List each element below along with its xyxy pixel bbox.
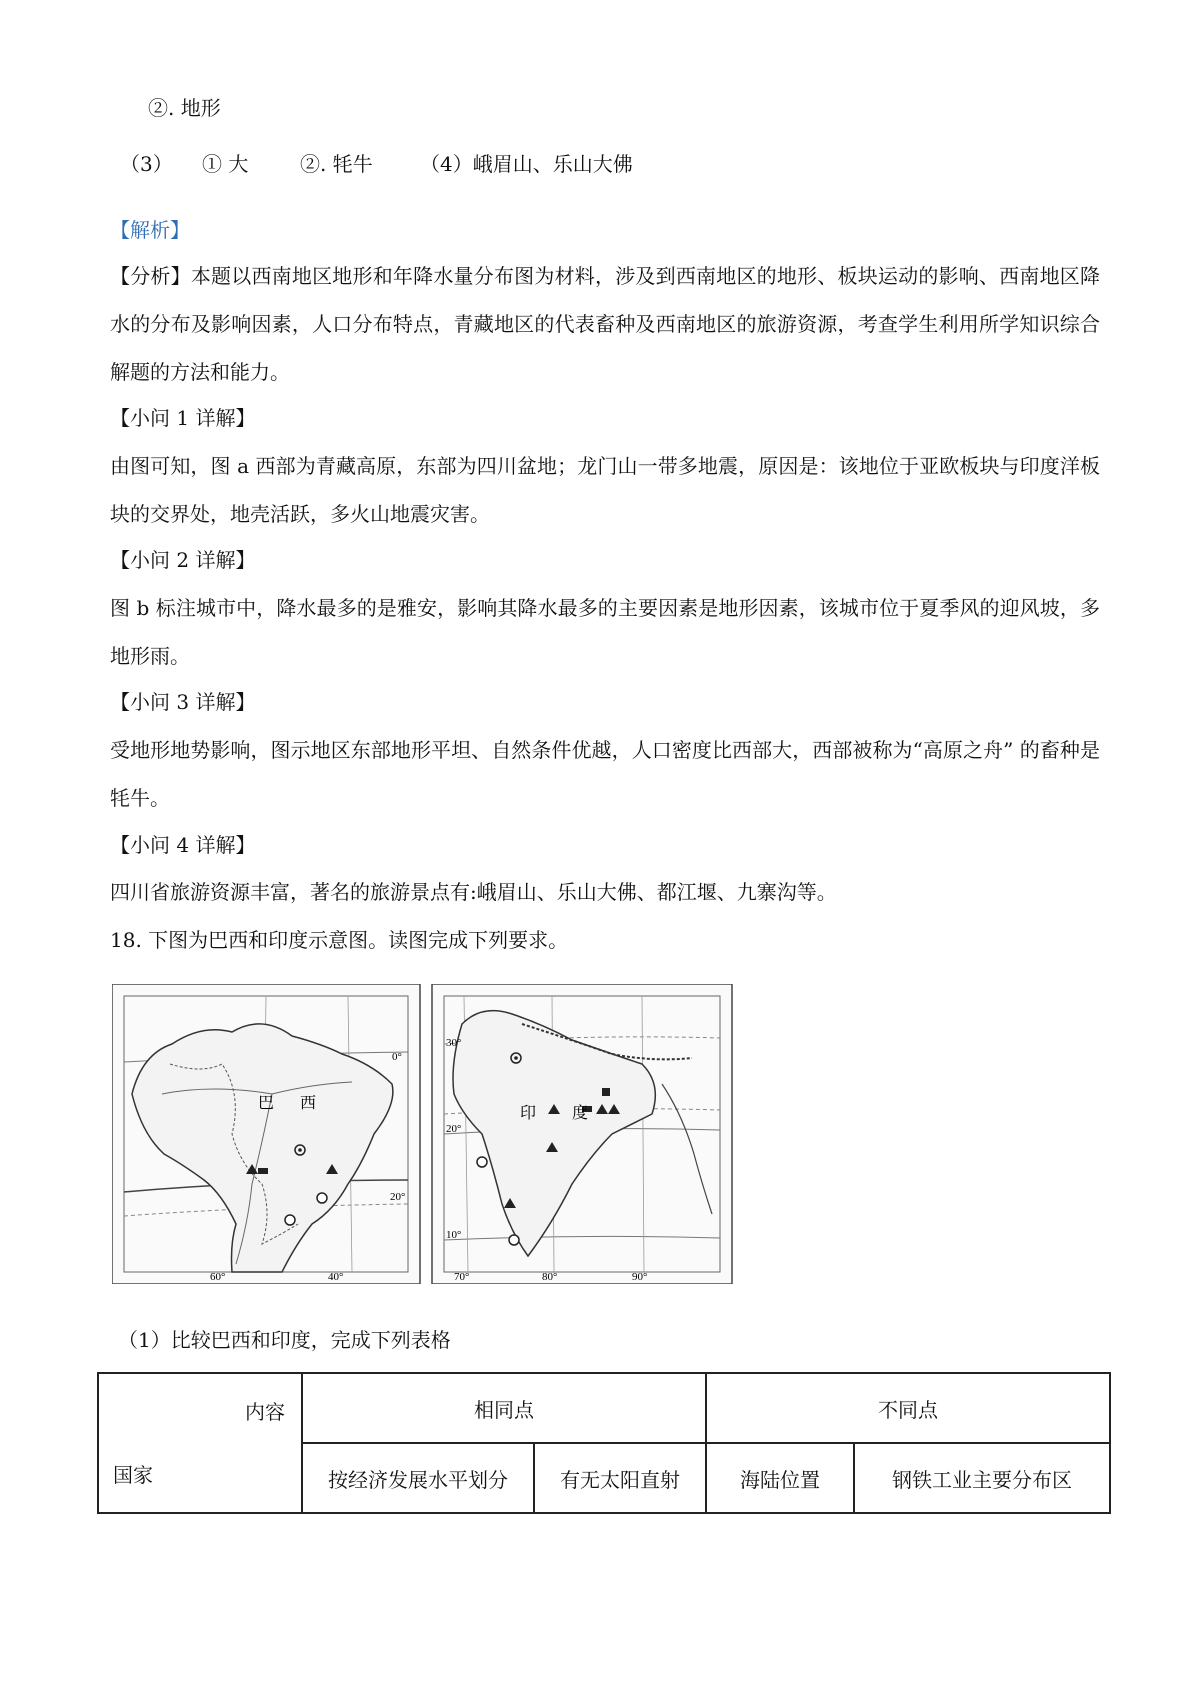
sub-question-1-title: 【小问 1 详解】 (110, 406, 256, 430)
maps-svg (112, 984, 792, 1284)
question-18: 18. 下图为巴西和印度示意图。读图完成下列要求。 (110, 928, 569, 952)
brazil-lon-60: 60° (210, 1271, 226, 1283)
india-lon-90: 90° (632, 1271, 648, 1283)
sub-question-4-title: 【小问 4 详解】 (110, 833, 256, 857)
table-col-sea-land: 海陆位置 (706, 1443, 854, 1513)
analysis-paragraph: 【分析】本题以西南地区地形和年降水量分布图为材料，涉及到西南地区的地形、板块运动的影响、西南地区降水的分布及影响因素，人口分布特点，青藏地区的代表畜种及西南地区的旅游资源，考查学生利用所学知识综合解题的方法和能力。 (110, 264, 1100, 384)
brazil-india-maps (112, 984, 792, 1284)
sub-question-1-text: 由图可知，图 a 西部为青藏高原，东部为四川盆地；龙门山一带多地震，原因是：该地位于亚欧板块与印度洋板块的交界处，地壳活跃，多火山地震灾害。 (110, 454, 1100, 526)
sub-question-4-text: 四川省旅游资源丰富，著名的旅游景点有:峨眉山、乐山大佛、都江堰、九寨沟等。 (110, 880, 837, 904)
india-lon-70: 70° (454, 1271, 470, 1283)
table-diff-header: 不同点 (706, 1373, 1110, 1443)
table-country-label: 国家 (113, 1463, 153, 1487)
india-label-1: 印 (520, 1105, 537, 1122)
india-label-2: 度 (572, 1105, 589, 1122)
answer-item-2: ②. 地形 (148, 96, 221, 120)
comparison-table (97, 1372, 1111, 1514)
table-col-sun: 有无太阳直射 (534, 1443, 706, 1513)
india-lat-20: 20° (446, 1123, 462, 1135)
answer-item-3-prefix: （3） (120, 152, 173, 176)
table-same-header: 相同点 (302, 1373, 706, 1443)
table-col-economic: 按经济发展水平划分 (302, 1443, 534, 1513)
brazil-lon-40: 40° (328, 1271, 344, 1283)
sub-question-3-title: 【小问 3 详解】 (110, 690, 256, 714)
table-col-steel: 钢铁工业主要分布区 (854, 1443, 1110, 1513)
brazil-label-2: 西 (300, 1095, 317, 1112)
answer-item-3-2: ②. 牦牛 (300, 152, 373, 176)
analysis-label: 【解析】 (110, 218, 190, 242)
india-lon-80: 80° (542, 1271, 558, 1283)
india-map (432, 984, 732, 1284)
india-lat-30: 30° (446, 1037, 462, 1049)
sub-question-3-text: 受地形地势影响，图示地区东部地形平坦、自然条件优越，人口密度比西部大，西部被称为“高原之舟” 的畜种是牦牛。 (110, 738, 1100, 810)
india-lat-10: 10° (446, 1229, 462, 1241)
sub-question-18-1: （1）比较巴西和印度，完成下列表格 (118, 1328, 451, 1352)
sub-question-2-title: 【小问 2 详解】 (110, 548, 256, 572)
answer-item-4: （4）峨眉山、乐山大佛 (420, 152, 633, 176)
table-corner-cell (98, 1373, 302, 1513)
brazil-lat-20: 20° (390, 1191, 406, 1203)
sub-question-2-text: 图 b 标注城市中，降水最多的是雅安，影响其降水最多的主要因素是地形因素，该城市位于夏季风的迎风坡，多地形雨。 (110, 596, 1100, 668)
brazil-lat-0: 0° (392, 1051, 402, 1063)
brazil-label-1: 巴 (258, 1095, 275, 1112)
table-content-label: 内容 (245, 1400, 285, 1424)
answer-item-3-1: ① 大 (202, 152, 249, 176)
brazil-map (112, 984, 420, 1284)
